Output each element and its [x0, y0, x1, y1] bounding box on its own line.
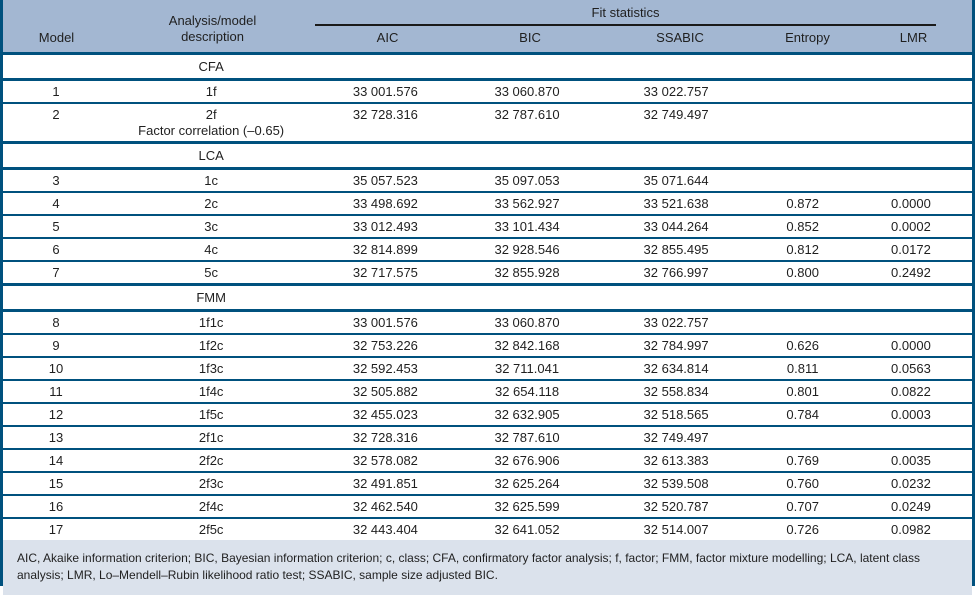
cell-bic: 33 060.870: [494, 315, 560, 330]
table-body: [3, 54, 972, 541]
header-lmr: LMR: [899, 30, 928, 45]
cell-lmr: [850, 285, 972, 311]
cell-model: 1: [52, 84, 60, 99]
cell-aic: 32 462.540: [352, 499, 418, 514]
cell-lmr: [850, 426, 972, 449]
table-row: [3, 426, 972, 449]
cell-entropy: [756, 143, 850, 169]
cell-model: 7: [52, 265, 60, 280]
cell-entropy: 0.784: [786, 407, 819, 422]
cell-aic: [313, 54, 457, 80]
cell-aic: 33 012.493: [352, 219, 418, 234]
header-fit-statistics: Fit statistics: [591, 5, 660, 20]
cell-lmr: [850, 311, 972, 335]
table-row: [3, 449, 972, 472]
cell-ssabic: 33 044.264: [643, 219, 709, 234]
cell-ssabic: 33 521.638: [643, 196, 709, 211]
cell-lmr: 0.0232: [891, 476, 931, 491]
table-row: [3, 403, 972, 426]
cell-aic: 32 717.575: [352, 265, 418, 280]
cell-entropy: 0.626: [786, 338, 819, 353]
cell-entropy: 0.872: [786, 196, 819, 211]
cell-ssabic: [597, 285, 756, 311]
cell-desc: FMM: [196, 290, 226, 305]
cell-model: 16: [48, 499, 64, 514]
cell-ssabic: 32 558.834: [643, 384, 709, 399]
table-row: [3, 357, 972, 380]
cell-entropy: 0.811: [786, 361, 819, 376]
cell-entropy: 0.852: [786, 219, 819, 234]
cell-model: 11: [49, 384, 63, 399]
table-row: [3, 103, 972, 143]
cell-desc: 3c: [204, 219, 219, 234]
table-row: [3, 495, 972, 518]
cell-lmr: 0.0982: [891, 522, 931, 537]
cell-bic: 32 625.264: [494, 476, 560, 491]
cell-entropy: [756, 80, 850, 104]
cell-lmr: [850, 169, 972, 193]
cell-bic: 33 101.434: [494, 219, 560, 234]
cell-lmr: 0.0822: [891, 384, 931, 399]
cell-desc: LCA: [198, 148, 224, 163]
cell-lmr: 0.0002: [891, 219, 931, 234]
table-row: [3, 311, 972, 335]
cell-entropy: [756, 311, 850, 335]
cell-desc: 2f2c: [198, 453, 224, 468]
table-row: [3, 518, 972, 540]
cell-bic: 32 641.052: [494, 522, 560, 537]
cell-bic: 33 562.927: [494, 196, 560, 211]
cell-desc: 4c: [204, 242, 219, 257]
cell-bic: 32 787.610: [494, 107, 560, 122]
cell-lmr: [850, 103, 972, 143]
cell-bic: [457, 285, 596, 311]
cell-aic: 32 491.851: [352, 476, 418, 491]
cell-model: [3, 54, 109, 80]
cell-desc: 2f Factor correlation (–0.65): [138, 107, 285, 138]
section-row: [3, 285, 972, 311]
cell-desc: 2f4c: [198, 499, 224, 514]
cell-aic: 33 001.576: [352, 84, 418, 99]
cell-bic: 32 625.599: [494, 499, 560, 514]
table-row: [3, 80, 972, 104]
cell-model: 10: [48, 361, 64, 376]
header-description-line2: description: [181, 29, 244, 44]
cell-entropy: [756, 54, 850, 80]
cell-ssabic: 32 749.497: [643, 107, 709, 122]
cell-entropy: 0.760: [786, 476, 819, 491]
cell-model: 6: [52, 242, 60, 257]
cell-entropy: [756, 285, 850, 311]
fit-column-labels: [315, 26, 972, 52]
cell-desc: 5c: [204, 265, 219, 280]
cell-ssabic: 32 539.508: [643, 476, 709, 491]
cell-desc: 1f4c: [198, 384, 224, 399]
data-table: [3, 52, 972, 540]
cell-entropy: 0.707: [786, 499, 819, 514]
cell-lmr: 0.0003: [891, 407, 931, 422]
cell-ssabic: 33 022.757: [643, 84, 709, 99]
cell-entropy: 0.769: [786, 453, 819, 468]
cell-entropy: [756, 169, 850, 193]
cell-aic: 32 592.453: [352, 361, 418, 376]
cell-bic: 32 632.905: [494, 407, 560, 422]
cell-bic: 32 787.610: [494, 430, 560, 445]
section-row: [3, 54, 972, 80]
cell-lmr: 0.0000: [891, 196, 931, 211]
cell-ssabic: 32 749.497: [643, 430, 709, 445]
cell-lmr: 0.0563: [891, 361, 931, 376]
table-footnote: AIC, Akaike information criterion; BIC, Bayesian information criterion; c, class; CFA, confirmatory factor analysis; f, factor; FMM, factor mixture modelling; LCA, latent class analysis; LMR, Lo–Mendell–Rubin likelihood ratio test; SSABIC, sample size adjusted BIC.: [3, 540, 972, 595]
header-ssabic: SSABIC: [656, 30, 704, 45]
cell-aic: 32 505.882: [352, 384, 418, 399]
cell-aic: [313, 285, 457, 311]
cell-aic: 33 001.576: [352, 315, 418, 330]
cell-entropy: [756, 426, 850, 449]
cell-aic: 32 578.082: [352, 453, 418, 468]
cell-model: 14: [48, 453, 64, 468]
cell-bic: 32 654.118: [494, 384, 560, 399]
cell-entropy: 0.801: [786, 384, 819, 399]
cell-ssabic: [597, 143, 756, 169]
cell-lmr: 0.0172: [891, 242, 931, 257]
cell-lmr: [850, 143, 972, 169]
cell-bic: 32 676.906: [494, 453, 560, 468]
cell-model: [3, 285, 109, 311]
cell-lmr: 0.2492: [891, 265, 931, 280]
cell-entropy: 0.800: [786, 265, 819, 280]
cell-ssabic: 35 071.644: [643, 173, 709, 188]
cell-bic: 32 842.168: [494, 338, 560, 353]
cell-model: 3: [52, 173, 60, 188]
cell-desc: 2c: [204, 196, 219, 211]
cell-bic: 32 928.546: [494, 242, 560, 257]
cell-aic: 32 814.899: [352, 242, 418, 257]
cell-model: 8: [52, 315, 60, 330]
table-row: [3, 192, 972, 215]
cell-ssabic: 32 855.495: [643, 242, 709, 257]
cell-aic: 32 728.316: [352, 107, 418, 122]
cell-lmr: 0.0249: [891, 499, 931, 514]
cell-ssabic: 32 520.787: [643, 499, 709, 514]
cell-ssabic: 32 766.997: [643, 265, 709, 280]
header-model: Model: [38, 30, 75, 45]
header-entropy: Entropy: [785, 30, 830, 45]
cell-lmr: [850, 54, 972, 80]
cell-aic: 35 057.523: [352, 173, 418, 188]
header-description: [110, 0, 315, 52]
cell-aic: 32 455.023: [352, 407, 418, 422]
cell-bic: 33 060.870: [494, 84, 560, 99]
header-description-line1: Analysis/model: [168, 13, 257, 28]
cell-bic: [457, 143, 596, 169]
cell-desc: 1f3c: [198, 361, 224, 376]
cell-model: 4: [52, 196, 60, 211]
cell-entropy: 0.726: [786, 522, 819, 537]
cell-model: 2: [52, 107, 60, 122]
header-bic: BIC: [519, 30, 541, 45]
cell-ssabic: 32 634.814: [643, 361, 709, 376]
table-header: [3, 0, 972, 52]
cell-desc: 2f3c: [198, 476, 224, 491]
table-row: [3, 472, 972, 495]
cell-entropy: [756, 103, 850, 143]
cell-model: 15: [48, 476, 64, 491]
cell-bic: [457, 54, 596, 80]
cell-entropy: 0.812: [786, 242, 819, 257]
cell-lmr: [850, 80, 972, 104]
header-fit-group: [315, 0, 972, 52]
cell-desc: CFA: [198, 59, 224, 74]
cell-desc: 1f5c: [198, 407, 224, 422]
cell-desc: 2f5c: [198, 522, 224, 537]
cell-model: 9: [52, 338, 60, 353]
cell-model: 17: [48, 522, 64, 537]
table-row: [3, 334, 972, 357]
table-row: [3, 215, 972, 238]
cell-desc: 1f2c: [198, 338, 224, 353]
section-row: [3, 143, 972, 169]
cell-aic: 32 728.316: [352, 430, 418, 445]
cell-ssabic: [597, 54, 756, 80]
cell-bic: 32 711.041: [494, 361, 560, 376]
table-row: [3, 261, 972, 285]
cell-aic: 33 498.692: [352, 196, 418, 211]
cell-aic: [313, 143, 457, 169]
cell-lmr: 0.0035: [891, 453, 931, 468]
cell-model: 12: [48, 407, 64, 422]
cell-aic: 32 443.404: [352, 522, 418, 537]
table-row: [3, 238, 972, 261]
cell-model: 13: [48, 430, 64, 445]
cell-desc: 1c: [204, 173, 219, 188]
table-body-wrap: [3, 52, 972, 540]
cell-bic: 32 855.928: [494, 265, 560, 280]
cell-desc: 1f: [205, 84, 217, 99]
cell-ssabic: 32 784.997: [643, 338, 709, 353]
cell-ssabic: 32 613.383: [643, 453, 709, 468]
cell-ssabic: 33 022.757: [643, 315, 709, 330]
cell-bic: 35 097.053: [494, 173, 560, 188]
cell-lmr: 0.0000: [891, 338, 931, 353]
header-aic: AIC: [376, 30, 399, 45]
table-row: [3, 169, 972, 193]
table-row: [3, 380, 972, 403]
cell-desc: 2f1c: [198, 430, 224, 445]
cell-model: 5: [52, 219, 60, 234]
cell-ssabic: 32 514.007: [643, 522, 709, 537]
cell-desc: 1f1c: [198, 315, 224, 330]
cell-aic: 32 753.226: [352, 338, 418, 353]
cell-model: [3, 143, 109, 169]
cell-ssabic: 32 518.565: [643, 407, 709, 422]
